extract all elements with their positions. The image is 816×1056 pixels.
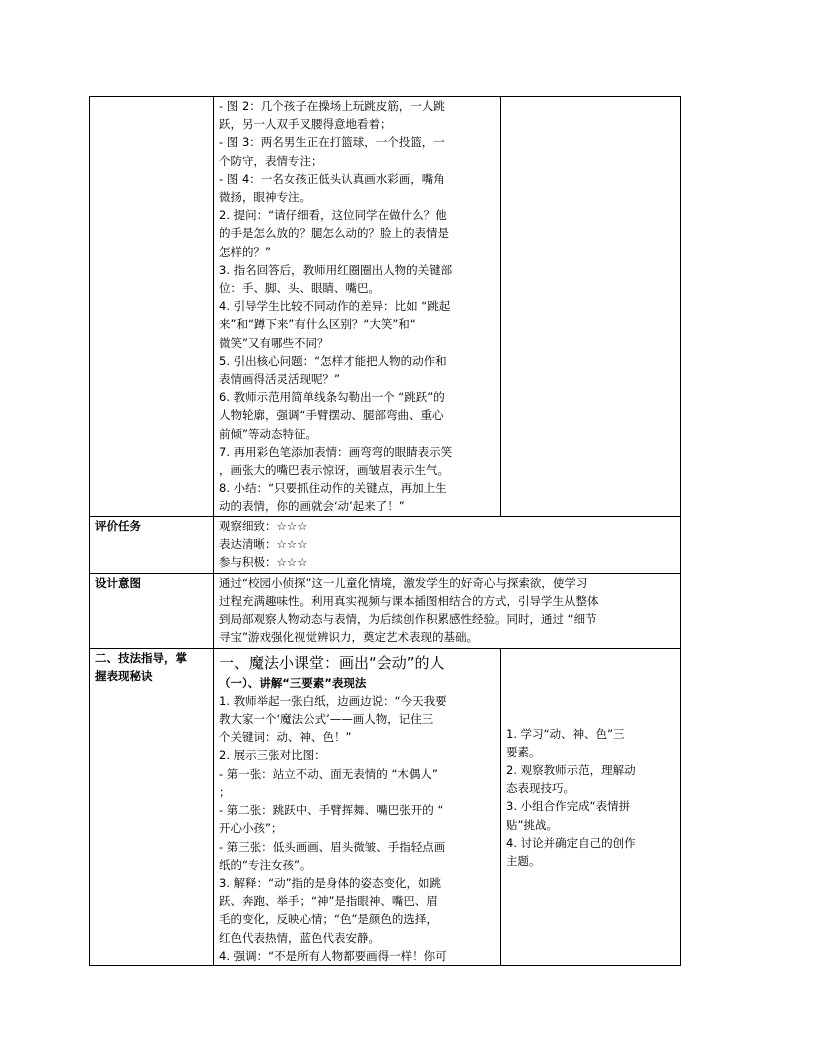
design-intent-line: 过程充满趣味性。利用真实视频与课本插图相结合的方式，引导学生从整体 <box>219 593 599 608</box>
table-row-design-intent <box>90 573 681 648</box>
text-line: 2. 展示三张对比图： <box>219 748 326 763</box>
text-line: 3. 解释：“动”指的是身体的姿态变化，如跳 <box>219 875 442 890</box>
text-line: 来”和“蹲下来”有什么区别？“大笑”和“ <box>219 317 416 332</box>
text-line: 人物轮廓，强调“手臂摆动、腿部弯曲、重心 <box>219 408 444 423</box>
technique-teacher-cell <box>214 648 501 965</box>
technique-student-cell <box>501 648 681 965</box>
text-line: 微扬，眼神专注。 <box>219 190 311 205</box>
text-line: - 图 4：一名女孩正低头认真画水彩画，嘴角 <box>219 171 445 186</box>
design-intent-content-cell <box>214 573 681 648</box>
text-line: 3. 指名回答后，教师用红圈圈出人物的关键部 <box>219 262 453 277</box>
student-activity-cell-empty <box>501 97 681 517</box>
text-line: 毛的变化，反映心情；“色”是颜色的选择， <box>219 912 438 927</box>
text-line: 纸的“专注女孩”。 <box>219 857 312 872</box>
text-line: - 第二张：跳跃中、手臂挥舞、嘴巴张开的 “ <box>219 803 444 818</box>
text-line: 2. 提问：“请仔细看，这位同学在做什么？他 <box>219 208 447 223</box>
evaluation-line: 参与积极：☆☆☆ <box>219 555 308 570</box>
text-line: 跃，另一人双手叉腰得意地看着； <box>219 117 392 132</box>
student-activity-line: 态表现技巧。 <box>506 781 575 796</box>
section-title: 一、魔法小课堂：画出“会动”的人 <box>219 653 445 672</box>
text-line: 1. 教师举起一张白纸，边画边说：“今天我要 <box>219 693 447 708</box>
label-cell-empty <box>90 97 214 517</box>
student-activity-line: 1. 学习“动、神、色”三 <box>506 726 625 741</box>
text-line: 开心小孩”； <box>219 821 283 836</box>
text-line: 的手是怎么放的？腿怎么动的？脸上的表情是 <box>219 226 449 241</box>
evaluation-line: 表达清晰：☆☆☆ <box>219 536 308 551</box>
design-intent-label: 设计意图 <box>90 573 214 648</box>
text-line: 表情画得活灵活现呢？” <box>219 372 340 387</box>
text-line: - 第三张：低头画画、眉头微皱、手指轻点画 <box>219 839 446 854</box>
student-activity-line: 4. 讨论并确定自己的创作 <box>506 835 636 850</box>
text-line: - 第一张：站立不动、面无表情的 “木偶人” <box>219 766 438 781</box>
technique-teacher-text <box>219 692 495 965</box>
design-intent-line: 到局部观察人物动态与表情，为后续创作积累感性经验。同时，通过 “细节 <box>219 612 597 627</box>
lesson-plan-table <box>89 96 681 966</box>
text-line: - 图 2：几个孩子在操场上玩跳皮筋，一人跳 <box>219 99 445 113</box>
text-line: 7. 再用彩色笔添加表情：画弯弯的眼睛表示笑 <box>219 444 453 459</box>
section-label-line: 握表现秘诀 <box>95 668 153 683</box>
table-row-process-continued <box>90 97 681 517</box>
text-line: 动的表情，你的画就会‘动’起来了！” <box>219 499 405 514</box>
section-label-line: 二、技法指导，掌 <box>95 650 187 665</box>
table-row-evaluation <box>90 516 681 573</box>
evaluation-content-cell <box>214 516 681 573</box>
student-activity-line: 2. 观察教师示范，理解动 <box>506 763 636 778</box>
text-line: 红色代表热情，蓝色代表安静。 <box>219 930 380 945</box>
text-line: 微笑”又有哪些不同？ <box>219 335 329 350</box>
text-line: 4. 引导学生比较不同动作的差异：比如 “跳起 <box>219 299 451 314</box>
student-activity-line: 要素。 <box>506 744 541 759</box>
text-line: 8. 小结：“只要抓住动作的关键点，再加上生 <box>219 481 447 496</box>
text-line: 前倾”等动态特征。 <box>219 426 317 441</box>
student-activity-line: 贴”挑战。 <box>506 817 558 832</box>
evaluation-line: 观察细致：☆☆☆ <box>219 518 308 533</box>
design-intent-line: 通过“校园小侦探”这一儿童化情境，激发学生的好奇心与探索欲，使学习 <box>219 575 588 590</box>
text-line: ； <box>219 784 231 799</box>
text-line: ，画张大的嘴巴表示惊讶，画皱眉表示生气。 <box>219 463 449 478</box>
student-activity-line: 主题。 <box>506 854 541 869</box>
text-line: 个关键词：动、神、色！” <box>219 730 352 745</box>
technique-section-label <box>90 648 214 965</box>
teacher-activity-cell <box>214 97 501 517</box>
text-line: 跃、奔跑、举手；“神”是指眼神、嘴巴、眉 <box>219 894 438 909</box>
evaluation-label: 评价任务 <box>90 516 214 573</box>
student-activity-line: 3. 小组合作完成“表情拼 <box>506 799 631 814</box>
text-line: 5. 引出核心问题：“怎样才能把人物的动作和 <box>219 353 447 368</box>
student-activity-list <box>506 649 675 871</box>
text-line: 6. 教师示范用简单线条勾勒出一个 “跳跃”的 <box>219 390 445 405</box>
text-line: 4. 强调：“不是所有人物都要画得一样！你可 <box>219 948 447 963</box>
design-intent-line: 寻宝”游戏强化视觉辨识力，奠定艺术表现的基础。 <box>219 630 478 645</box>
text-line: 教大家一个‘魔法公式’——画人物，记住三 <box>219 712 434 727</box>
text-line: 怎样的？” <box>219 244 271 259</box>
text-line: 位：手、脚、头、眼睛、嘴巴。 <box>219 281 380 296</box>
table-row-technique-guidance <box>90 648 681 965</box>
text-line: 个防守，表情专注； <box>219 153 323 168</box>
text-line: - 图 3：两名男生正在打篮球，一个投篮，一 <box>219 135 445 150</box>
sub-title: （一）、讲解“三要素”表现法 <box>219 675 367 690</box>
